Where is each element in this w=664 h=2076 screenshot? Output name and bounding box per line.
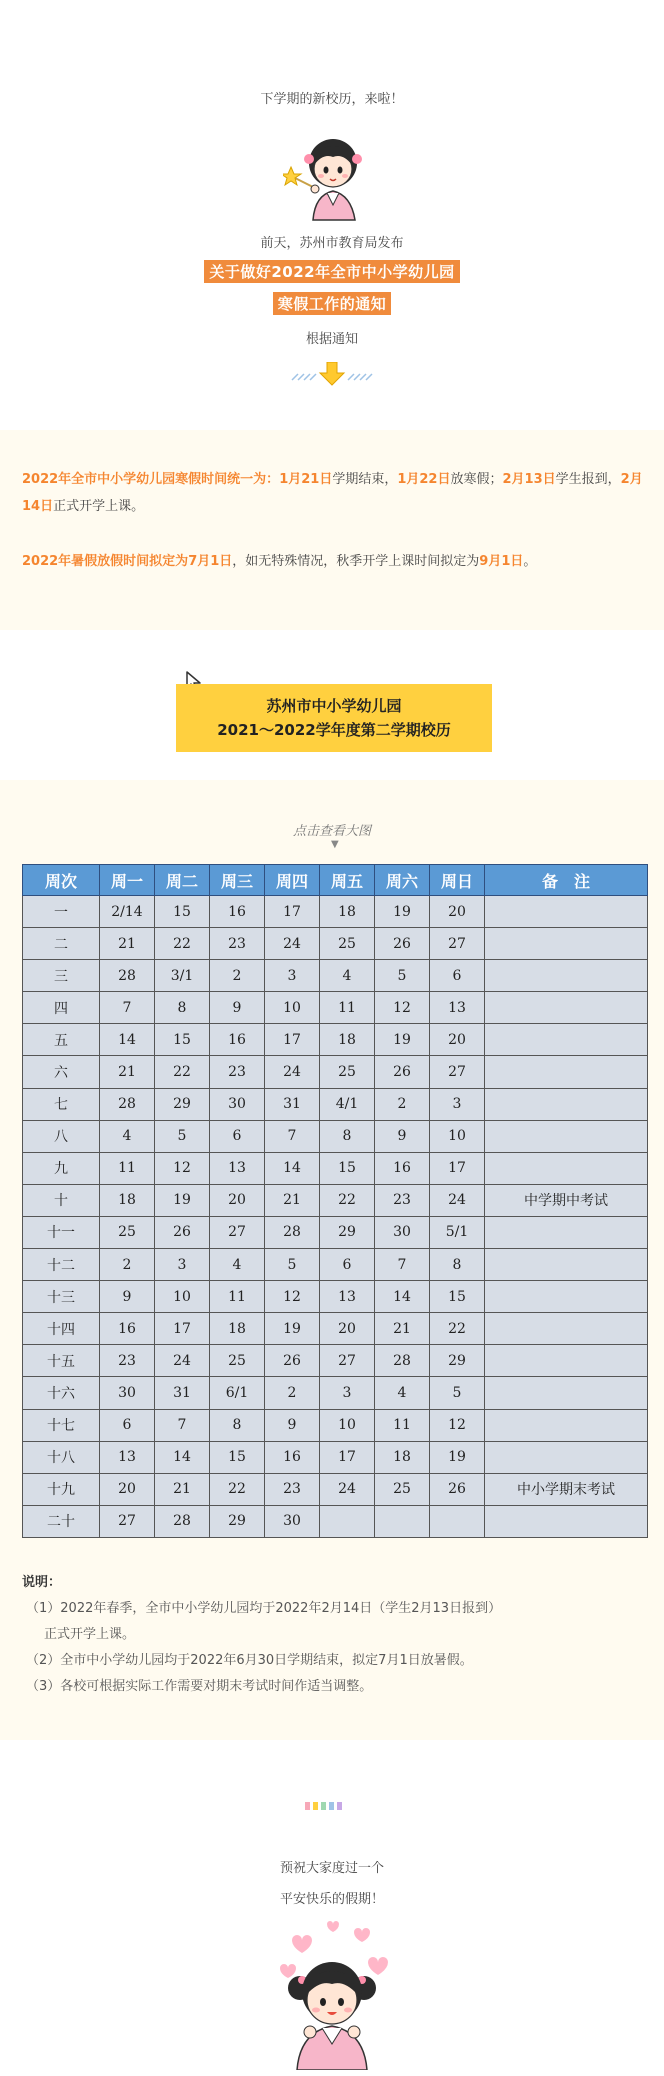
table-header-cell: 周二 (155, 865, 210, 896)
date-cell: 2 (265, 1377, 320, 1409)
date-cell: 7 (155, 1409, 210, 1441)
headline-1-text: 关于做好2022年全市中小学幼儿园 (204, 260, 459, 283)
table-row (23, 1152, 648, 1184)
girl-with-hearts-illustration (272, 1920, 392, 2070)
date-cell: 26 (375, 928, 430, 960)
date-cell: 18 (100, 1184, 155, 1216)
date-cell: 15 (430, 1281, 485, 1313)
date-cell: 30 (210, 1088, 265, 1120)
notice-text-run: 学生报到， (555, 472, 621, 487)
date-cell: 5 (430, 1377, 485, 1409)
date-cell: 19 (155, 1184, 210, 1216)
week-cell: 九 (23, 1152, 100, 1184)
date-cell: 2 (210, 960, 265, 992)
week-cell: 十七 (23, 1409, 100, 1441)
remark-cell: 中小学期末考试 (485, 1473, 648, 1505)
remark-cell (485, 992, 648, 1024)
remark-cell (485, 1216, 648, 1248)
date-cell: 3 (320, 1377, 375, 1409)
remark-cell: 中学期中考试 (485, 1184, 648, 1216)
date-cell: 30 (265, 1505, 320, 1537)
week-cell: 四 (23, 992, 100, 1024)
date-cell: 6 (430, 960, 485, 992)
date-cell: 19 (430, 1441, 485, 1473)
date-cell: 30 (100, 1377, 155, 1409)
date-cell: 23 (375, 1184, 430, 1216)
date-cell: 15 (155, 1024, 210, 1056)
date-cell: 17 (320, 1441, 375, 1473)
date-cell: 28 (155, 1505, 210, 1537)
table-row (23, 1184, 648, 1216)
intro-line-3: 根据通知 (305, 332, 358, 347)
date-cell: 12 (375, 992, 430, 1024)
table-row (23, 1377, 648, 1409)
table-header-cell: 周次 (23, 865, 100, 896)
date-cell: 25 (320, 1056, 375, 1088)
date-cell: 22 (430, 1313, 485, 1345)
calendar-section (0, 780, 664, 1740)
date-cell: 5 (375, 960, 430, 992)
outro-line-1: 预祝大家度过一个 (279, 1861, 384, 1876)
week-cell: 六 (23, 1056, 100, 1088)
notice-paragraph-1 (22, 466, 646, 520)
date-cell: 19 (375, 1024, 430, 1056)
date-cell: 22 (155, 1056, 210, 1088)
date-cell: 5/1 (430, 1216, 485, 1248)
table-row (23, 896, 648, 928)
date-cell: 9 (100, 1281, 155, 1313)
table-row (23, 1120, 648, 1152)
color-dots-divider (305, 1795, 345, 1803)
intro-line-1: 下学期的新校历，来啦！ (260, 92, 404, 107)
date-cell: 6 (210, 1120, 265, 1152)
date-cell: 6/1 (210, 1377, 265, 1409)
date-cell: 15 (320, 1152, 375, 1184)
date-cell: 13 (430, 992, 485, 1024)
headline-2 (0, 292, 664, 315)
view-large-image-hint[interactable]: 点击查看大图 (292, 824, 371, 839)
date-cell: 29 (210, 1505, 265, 1537)
date-cell: 23 (210, 1056, 265, 1088)
outro-section (0, 1745, 664, 2076)
date-cell: 17 (430, 1152, 485, 1184)
date-cell: 4 (375, 1377, 430, 1409)
table-row (23, 1216, 648, 1248)
week-cell: 十三 (23, 1281, 100, 1313)
date-cell: 16 (100, 1313, 155, 1345)
date-cell: 28 (375, 1345, 430, 1377)
calendar-title-line-2: 2021～2022学年度第二学期校历 (217, 721, 451, 739)
date-cell: 9 (375, 1120, 430, 1152)
week-cell: 一 (23, 896, 100, 928)
date-cell: 2/14 (100, 896, 155, 928)
girl-with-wand-illustration (283, 125, 383, 225)
intro-line-2: 前天，苏州市教育局发布 (260, 236, 404, 251)
date-cell: 21 (155, 1473, 210, 1505)
date-cell: 8 (430, 1249, 485, 1281)
table-row (23, 1056, 648, 1088)
date-cell: 14 (155, 1441, 210, 1473)
week-cell: 八 (23, 1120, 100, 1152)
notice-text-run: 7月1日 (188, 554, 233, 569)
date-cell: 31 (155, 1377, 210, 1409)
date-cell: 21 (100, 1056, 155, 1088)
week-cell: 二十 (23, 1505, 100, 1537)
table-row (23, 1441, 648, 1473)
date-cell: 11 (210, 1281, 265, 1313)
week-cell: 十五 (23, 1345, 100, 1377)
date-cell: 2 (375, 1088, 430, 1120)
outro-line-2: 平安快乐的假期！ (279, 1892, 384, 1907)
date-cell: 6 (320, 1249, 375, 1281)
date-cell: 27 (320, 1345, 375, 1377)
date-cell: 31 (265, 1088, 320, 1120)
date-cell: 20 (210, 1184, 265, 1216)
date-cell: 13 (100, 1441, 155, 1473)
remark-cell (485, 1441, 648, 1473)
date-cell: 18 (210, 1313, 265, 1345)
remark-cell (485, 1377, 648, 1409)
date-cell: 4 (100, 1120, 155, 1152)
date-cell: 6 (100, 1409, 155, 1441)
date-cell: 28 (100, 1088, 155, 1120)
note-item-1: （1）2022年春季，全市中小学幼儿园均于2022年2月14日（学生2月13日报到） (26, 1601, 502, 1616)
table-row (23, 992, 648, 1024)
calendar-title-section (0, 640, 664, 770)
notice-text-run: 2月14日 (22, 472, 643, 514)
notice-section (0, 430, 664, 630)
week-cell: 十六 (23, 1377, 100, 1409)
remark-cell (485, 1249, 648, 1281)
chevron-down-icon: ▼ (331, 839, 339, 850)
note-item-2: （2）全市中小学幼儿园均于2022年6月30日学期结束，拟定7月1日放暑假。 (26, 1653, 473, 1668)
week-cell: 十 (23, 1184, 100, 1216)
date-cell: 18 (375, 1441, 430, 1473)
date-cell: 21 (265, 1184, 320, 1216)
date-cell: 22 (155, 928, 210, 960)
table-header-cell: 周六 (375, 865, 430, 896)
date-cell: 27 (430, 1056, 485, 1088)
date-cell: 26 (155, 1216, 210, 1248)
date-cell: 14 (265, 1152, 320, 1184)
date-cell: 14 (375, 1281, 430, 1313)
calendar-title-line-1: 苏州市中小学幼儿园 (266, 697, 402, 715)
date-cell: 20 (320, 1313, 375, 1345)
week-cell: 七 (23, 1088, 100, 1120)
date-cell: 20 (100, 1473, 155, 1505)
remark-cell (485, 1088, 648, 1120)
table-header-cell: 周三 (210, 865, 265, 896)
remark-cell (485, 1345, 648, 1377)
table-row (23, 1409, 648, 1441)
table-row (23, 1313, 648, 1345)
week-cell: 十九 (23, 1473, 100, 1505)
table-row (23, 960, 648, 992)
notice-text-run: 2022年暑假放假时间拟定为 (22, 554, 189, 569)
table-header-cell: 周四 (265, 865, 320, 896)
notice-text-run: 1月22日 (397, 472, 451, 487)
notice-text-run: 2月13日 (502, 472, 556, 487)
date-cell (375, 1505, 430, 1537)
week-cell: 十二 (23, 1249, 100, 1281)
date-cell: 22 (320, 1184, 375, 1216)
date-cell: 11 (375, 1409, 430, 1441)
date-cell: 10 (430, 1120, 485, 1152)
date-cell: 25 (320, 928, 375, 960)
date-cell: 15 (210, 1441, 265, 1473)
date-cell: 5 (155, 1120, 210, 1152)
week-cell: 三 (23, 960, 100, 992)
date-cell: 21 (375, 1313, 430, 1345)
date-cell: 11 (100, 1152, 155, 1184)
date-cell: 28 (100, 960, 155, 992)
date-cell: 29 (320, 1216, 375, 1248)
date-cell: 28 (265, 1216, 320, 1248)
down-arrow-icon (290, 362, 374, 386)
remark-cell (485, 1152, 648, 1184)
date-cell: 24 (155, 1345, 210, 1377)
date-cell: 4 (320, 960, 375, 992)
date-cell: 19 (265, 1313, 320, 1345)
date-cell: 10 (155, 1281, 210, 1313)
notice-text-run: 正式开学上课。 (53, 499, 145, 514)
date-cell: 27 (210, 1216, 265, 1248)
date-cell: 18 (320, 1024, 375, 1056)
date-cell (320, 1505, 375, 1537)
notice-text-run: 9月1日 (479, 554, 524, 569)
date-cell: 23 (100, 1345, 155, 1377)
date-cell: 24 (430, 1184, 485, 1216)
date-cell: 24 (320, 1473, 375, 1505)
date-cell: 17 (265, 896, 320, 928)
headline-2-text: 寒假工作的通知 (273, 292, 392, 315)
date-cell: 13 (320, 1281, 375, 1313)
date-cell: 30 (375, 1216, 430, 1248)
date-cell: 7 (375, 1249, 430, 1281)
table-header-cell: 周一 (100, 865, 155, 896)
date-cell: 10 (320, 1409, 375, 1441)
date-cell: 24 (265, 928, 320, 960)
week-cell: 十一 (23, 1216, 100, 1248)
table-row (23, 928, 648, 960)
note-item-3: （3）各校可根据实际工作需要对期末考试时间作适当调整。 (26, 1679, 373, 1694)
table-row (23, 1024, 648, 1056)
date-cell: 24 (265, 1056, 320, 1088)
notes-block (22, 1570, 642, 1700)
school-calendar-table[interactable] (22, 864, 648, 1538)
notice-text-run: ，如无特殊情况，秋季开学上课时间拟定为 (232, 554, 480, 569)
date-cell: 16 (265, 1441, 320, 1473)
date-cell: 4 (210, 1249, 265, 1281)
date-cell: 4/1 (320, 1088, 375, 1120)
remark-cell (485, 1056, 648, 1088)
notice-text-run: 2022年全市中小学幼儿园寒假时间统一为： (22, 472, 280, 487)
week-cell: 十四 (23, 1313, 100, 1345)
remark-cell (485, 896, 648, 928)
date-cell: 18 (320, 896, 375, 928)
date-cell: 2 (100, 1249, 155, 1281)
date-cell: 29 (430, 1345, 485, 1377)
notice-text-run: 1月21日 (279, 472, 333, 487)
date-cell: 29 (155, 1088, 210, 1120)
date-cell: 3 (430, 1088, 485, 1120)
remark-cell (485, 1281, 648, 1313)
date-cell: 3 (265, 960, 320, 992)
date-cell: 10 (265, 992, 320, 1024)
table-header-cell: 周五 (320, 865, 375, 896)
intro-section (0, 0, 664, 428)
date-cell: 27 (430, 928, 485, 960)
week-cell: 二 (23, 928, 100, 960)
note-item-1-continued: 正式开学上课。 (44, 1627, 136, 1642)
date-cell: 11 (320, 992, 375, 1024)
date-cell: 16 (210, 896, 265, 928)
notice-text-run: 放寒假； (450, 472, 503, 487)
date-cell: 23 (265, 1473, 320, 1505)
date-cell: 8 (210, 1409, 265, 1441)
date-cell: 15 (155, 896, 210, 928)
remark-cell (485, 1120, 648, 1152)
notice-paragraph-2 (22, 548, 646, 575)
date-cell (430, 1505, 485, 1537)
table-header-row (23, 865, 648, 896)
date-cell: 23 (210, 928, 265, 960)
date-cell: 26 (265, 1345, 320, 1377)
notes-label: 说明： (22, 1575, 62, 1590)
headline-1 (0, 260, 664, 283)
date-cell: 12 (265, 1281, 320, 1313)
date-cell: 21 (100, 928, 155, 960)
date-cell: 16 (375, 1152, 430, 1184)
date-cell: 20 (430, 1024, 485, 1056)
date-cell: 12 (430, 1409, 485, 1441)
date-cell: 14 (100, 1024, 155, 1056)
date-cell: 20 (430, 896, 485, 928)
date-cell: 13 (210, 1152, 265, 1184)
table-row (23, 1088, 648, 1120)
remark-cell (485, 1313, 648, 1345)
date-cell: 8 (155, 992, 210, 1024)
date-cell: 5 (265, 1249, 320, 1281)
date-cell: 17 (265, 1024, 320, 1056)
table-row (23, 1505, 648, 1537)
notice-text-run: 学期结束， (332, 472, 398, 487)
date-cell: 27 (100, 1505, 155, 1537)
date-cell: 26 (430, 1473, 485, 1505)
date-cell: 25 (375, 1473, 430, 1505)
date-cell: 17 (155, 1313, 210, 1345)
date-cell: 26 (375, 1056, 430, 1088)
remark-cell (485, 1409, 648, 1441)
table-header-cell: 周日 (430, 865, 485, 896)
date-cell: 16 (210, 1024, 265, 1056)
date-cell: 25 (210, 1345, 265, 1377)
date-cell: 22 (210, 1473, 265, 1505)
remark-cell (485, 1024, 648, 1056)
remark-cell (485, 960, 648, 992)
remark-cell (485, 1505, 648, 1537)
date-cell: 25 (100, 1216, 155, 1248)
date-cell: 3/1 (155, 960, 210, 992)
date-cell: 7 (100, 992, 155, 1024)
date-cell: 19 (375, 896, 430, 928)
date-cell: 8 (320, 1120, 375, 1152)
date-cell: 7 (265, 1120, 320, 1152)
table-row (23, 1345, 648, 1377)
week-cell: 五 (23, 1024, 100, 1056)
week-cell: 十八 (23, 1441, 100, 1473)
date-cell: 9 (265, 1409, 320, 1441)
notice-text-run: 。 (523, 554, 537, 569)
date-cell: 12 (155, 1152, 210, 1184)
table-header-cell: 备 注 (485, 865, 648, 896)
table-row (23, 1281, 648, 1313)
calendar-title-box (176, 684, 492, 752)
remark-cell (485, 928, 648, 960)
date-cell: 9 (210, 992, 265, 1024)
table-row (23, 1473, 648, 1505)
table-row (23, 1249, 648, 1281)
date-cell: 3 (155, 1249, 210, 1281)
